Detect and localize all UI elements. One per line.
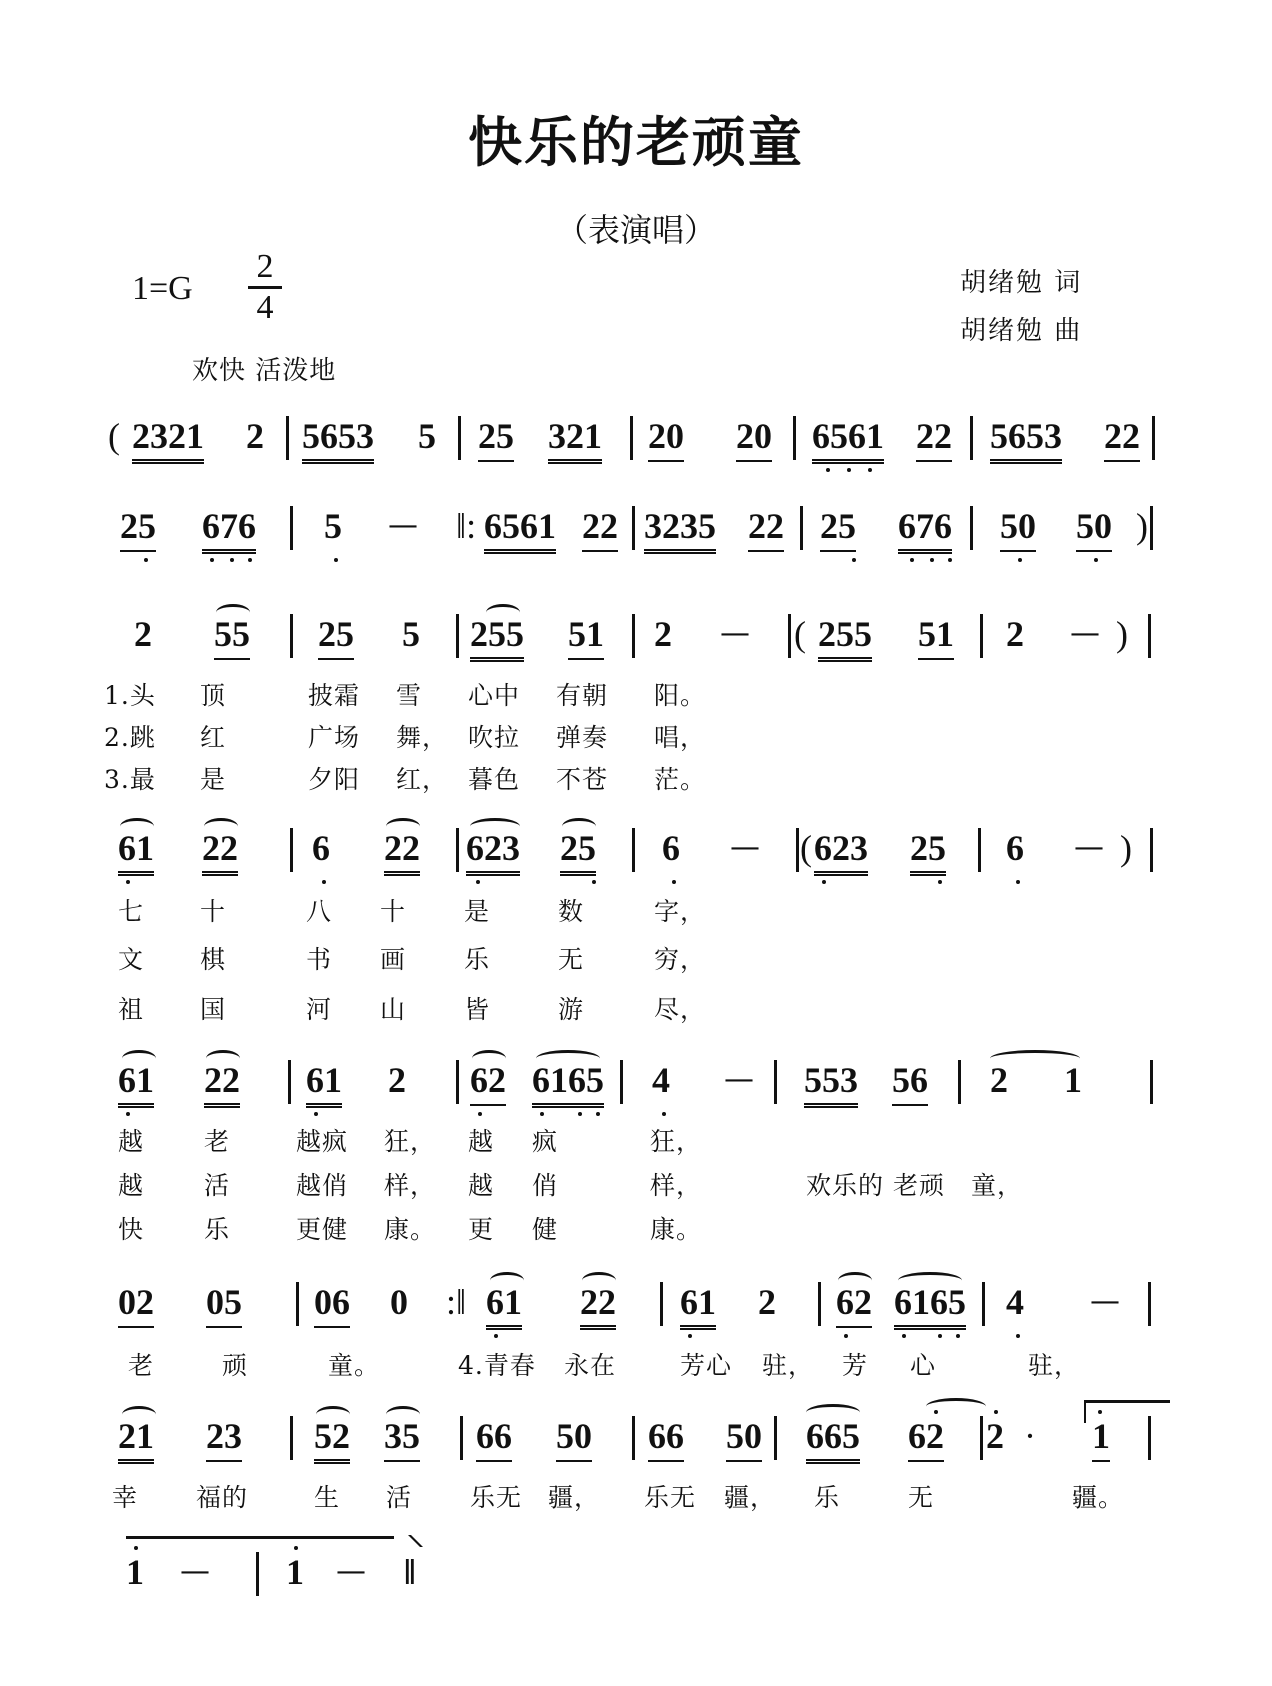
lyric: 疆。: [1072, 1483, 1125, 1512]
low-octave-dot: [826, 468, 830, 472]
lyric: 字，: [654, 897, 707, 926]
repeat-end: :‖: [446, 1282, 467, 1322]
low-octave-dot: [1016, 880, 1020, 884]
lyric: 红，: [396, 765, 449, 794]
note-group: 22: [582, 504, 618, 552]
note-group: 61: [486, 1280, 522, 1330]
note-group: 61: [118, 826, 154, 876]
note-group: 50: [1000, 504, 1036, 552]
low-octave-dot: [230, 558, 234, 562]
barline: [290, 1416, 293, 1460]
note-group: 676: [898, 504, 952, 554]
low-octave-dot: [248, 558, 252, 562]
note-group: 25: [910, 826, 946, 876]
lyric: 样，: [650, 1171, 703, 1200]
barline: [982, 1282, 985, 1326]
lyric: 生: [314, 1483, 341, 1512]
lyric: 欢乐的 老顽 童，: [806, 1171, 1023, 1200]
note: 2: [134, 614, 152, 654]
low-octave-dot: [902, 1334, 906, 1338]
lyric: 无: [558, 945, 585, 974]
low-octave-dot: [314, 1112, 318, 1116]
lyric: 驻，: [762, 1351, 815, 1380]
barline: [632, 828, 635, 872]
note-group: 22: [580, 1280, 616, 1330]
bracket-open: (: [800, 828, 812, 868]
note-group: 50: [726, 1414, 762, 1462]
barline: [460, 1416, 463, 1460]
lyric: 4.青春: [458, 1351, 536, 1380]
key-signature: 1=G: [132, 270, 193, 307]
note-group: 22: [384, 826, 420, 876]
note-group: 66: [648, 1414, 684, 1462]
lyric: 驻，: [1028, 1351, 1081, 1380]
bracket-close: ): [1116, 614, 1128, 654]
lyric: 书: [306, 945, 333, 974]
lyric: 样，: [384, 1171, 437, 1200]
system-3: [0, 612, 1272, 672]
note: 2: [388, 1060, 406, 1100]
lyric: 疆，: [548, 1483, 601, 1512]
barline: [632, 1416, 635, 1460]
lyric: 雪: [396, 681, 423, 710]
barline: [1148, 1282, 1151, 1326]
low-octave-dot: [852, 558, 856, 562]
lyric: 活: [204, 1171, 231, 1200]
note: 2: [990, 1060, 1008, 1100]
lyric: 七: [118, 897, 145, 926]
lyric: 快: [118, 1215, 145, 1244]
note-group: 665: [806, 1414, 860, 1464]
low-octave-dot: [540, 1112, 544, 1116]
barline: [800, 506, 803, 550]
system-4: [0, 826, 1272, 886]
low-octave-dot: [322, 880, 326, 884]
low-octave-dot: [868, 468, 872, 472]
note-group: 22: [1104, 414, 1140, 462]
note-group: 623: [466, 826, 520, 876]
note-group: 255: [818, 612, 872, 662]
lyric: 披霜: [308, 681, 361, 710]
lyric: 越: [468, 1127, 495, 1156]
note-group: 553: [804, 1058, 858, 1108]
time-signature: [248, 250, 282, 325]
note-group: 623: [814, 826, 868, 876]
bracket-open: (: [794, 614, 806, 654]
barline: [256, 1552, 259, 1596]
note: 5: [418, 416, 436, 456]
note-group: 22: [202, 826, 238, 876]
barline: [970, 416, 973, 460]
lyric: 河: [306, 995, 333, 1024]
high-octave-dot: [1098, 1410, 1102, 1414]
lyricist-credit: 胡绪勉 词: [960, 268, 1083, 298]
lyric: 康。: [384, 1215, 437, 1244]
final-barline: ‖: [404, 1552, 416, 1592]
barline: [1150, 1060, 1153, 1104]
low-octave-dot: [1018, 558, 1022, 562]
low-octave-dot: [126, 1112, 130, 1116]
low-octave-dot: [672, 880, 676, 884]
note: 5: [402, 614, 420, 654]
lyric: 八: [306, 897, 333, 926]
lyric: 更: [468, 1215, 495, 1244]
note-group: 06: [314, 1280, 350, 1328]
high-octave-dot: [994, 1410, 998, 1414]
barline: [980, 614, 983, 658]
bracket-close: ): [1136, 506, 1148, 546]
note-group: 05: [206, 1280, 242, 1328]
high-octave-dot: [934, 1410, 938, 1414]
note-group: 21: [118, 1414, 154, 1464]
note-group: 62: [836, 1280, 872, 1328]
lyric: 健: [532, 1215, 559, 1244]
note-group: 5653: [990, 414, 1062, 464]
lyric: 山: [380, 995, 407, 1024]
lyric: 乐无: [644, 1483, 697, 1512]
note: 5: [324, 506, 342, 546]
note-group: 50: [556, 1414, 592, 1462]
note-group: 676: [202, 504, 256, 554]
lyric: 顶: [200, 681, 227, 710]
barline: [818, 1282, 821, 1326]
note-group: 25: [478, 414, 514, 462]
lyric: 顽: [222, 1351, 249, 1380]
barline: [456, 828, 459, 872]
lyric: 2.跳: [104, 723, 156, 752]
note-group: 25: [820, 504, 856, 552]
note: 6: [312, 828, 330, 868]
note-group: 51: [568, 612, 604, 660]
low-octave-dot: [948, 558, 952, 562]
lyric: 红: [200, 723, 227, 752]
note-group: 321: [548, 414, 602, 464]
sustain-dash: —: [720, 616, 750, 651]
note: 2: [758, 1282, 776, 1322]
note: 4: [1006, 1282, 1024, 1322]
note-group: 22: [748, 504, 784, 552]
low-octave-dot: [210, 558, 214, 562]
sustain-dash: —: [180, 1554, 210, 1589]
augmentation-dot: ·: [1024, 1416, 1036, 1456]
sustain-dash: —: [724, 1062, 754, 1097]
note: 2: [654, 614, 672, 654]
barline: [1150, 828, 1153, 872]
barline: [632, 506, 635, 550]
barline: [458, 416, 461, 460]
lyric: 无: [908, 1483, 935, 1512]
lyric: 乐: [204, 1215, 231, 1244]
note: 2: [1006, 614, 1024, 654]
note-group: 25: [318, 612, 354, 660]
lyric: 唱，: [654, 723, 707, 752]
lyric: 更健: [296, 1215, 349, 1244]
lyric: 康。: [650, 1215, 703, 1244]
lyric: 老: [128, 1351, 155, 1380]
lyric: 童。: [328, 1351, 381, 1380]
sustain-dash: —: [730, 830, 760, 865]
note: 2: [986, 1416, 1004, 1456]
tempo-marking: 欢快 活泼地: [192, 356, 337, 386]
note-group: 2321: [132, 414, 204, 464]
barline: [288, 1060, 291, 1104]
lyric: 夕阳: [308, 765, 361, 794]
lyric: 3.最: [104, 765, 156, 794]
barline: [290, 506, 293, 550]
note-group: 20: [648, 414, 684, 462]
ending-bracket: [126, 1536, 394, 1539]
high-octave-dot: [134, 1546, 138, 1550]
lyric: 不苍: [556, 765, 609, 794]
lyric: 是: [464, 897, 491, 926]
low-octave-dot: [578, 1112, 582, 1116]
note-group: 56: [892, 1058, 928, 1106]
lyric: 皆: [464, 995, 491, 1024]
note-group: 62: [470, 1058, 506, 1106]
lyric: 是: [200, 765, 227, 794]
lyric: 活: [386, 1483, 413, 1512]
note-group: 22: [916, 414, 952, 462]
barline: [793, 416, 796, 460]
note: 4: [652, 1060, 670, 1100]
note-group: 23: [206, 1414, 242, 1462]
lyric: 尽，: [654, 995, 707, 1024]
barline: [980, 1416, 983, 1460]
lyric: 有朝: [556, 681, 609, 710]
sustain-dash: —: [388, 508, 418, 543]
lyric: 疆，: [724, 1483, 777, 1512]
time-signature-top: 2: [256, 248, 274, 285]
low-octave-dot: [592, 880, 596, 884]
lyric: 越: [118, 1171, 145, 1200]
low-octave-dot: [822, 880, 826, 884]
lyric: 幸: [112, 1483, 139, 1512]
lyric: 文: [118, 945, 145, 974]
note-group: 5653: [302, 414, 374, 464]
barline: [958, 1060, 961, 1104]
low-octave-dot: [144, 558, 148, 562]
note: 1: [1092, 1414, 1110, 1462]
low-octave-dot: [494, 1334, 498, 1338]
lyric: 十: [200, 897, 227, 926]
high-octave-dot: [294, 1546, 298, 1550]
system-2: [0, 504, 1272, 564]
note-group: 3235: [644, 504, 716, 554]
low-octave-dot: [596, 1112, 600, 1116]
lyric: 画: [380, 945, 407, 974]
lyric: 老: [204, 1127, 231, 1156]
barline: [1152, 416, 1155, 460]
barline: [456, 1060, 459, 1104]
lyric: 越俏: [296, 1171, 349, 1200]
song-title: 快乐的老顽童: [468, 111, 804, 174]
system-1: [0, 414, 1272, 474]
low-octave-dot: [688, 1334, 692, 1338]
barline: [456, 614, 459, 658]
note: 2: [246, 416, 264, 456]
note-group: 6165: [532, 1058, 604, 1108]
note-group: 6561: [484, 504, 556, 554]
barline: [290, 614, 293, 658]
lyric: 暮色: [468, 765, 521, 794]
note-group: 51: [918, 612, 954, 660]
lyric: 祖: [118, 995, 145, 1024]
note-group: 62: [908, 1414, 944, 1462]
sustain-dash: —: [1070, 616, 1100, 651]
low-octave-dot: [938, 880, 942, 884]
lyric: 芳心: [680, 1351, 733, 1380]
barline: [1148, 1416, 1151, 1460]
note-group: 61: [306, 1058, 342, 1108]
lyric: 狂，: [384, 1127, 437, 1156]
system-8: [0, 1550, 1272, 1610]
low-octave-dot: [938, 1334, 942, 1338]
low-octave-dot: [334, 558, 338, 562]
note-group: 6165: [894, 1280, 966, 1330]
lyric: 舞，: [396, 723, 449, 752]
note-group: 61: [680, 1280, 716, 1330]
note-group: 25: [560, 826, 596, 876]
low-octave-dot: [476, 880, 480, 884]
bracket-open: (: [108, 416, 120, 456]
ending-bracket-hook: [394, 1535, 423, 1547]
lyric: 阳。: [654, 681, 707, 710]
barline: [620, 1060, 623, 1104]
note-group: 61: [118, 1058, 154, 1108]
low-octave-dot: [930, 558, 934, 562]
barline: [1150, 506, 1153, 550]
sustain-dash: —: [1090, 1284, 1120, 1319]
note-group: 6561: [812, 414, 884, 464]
lyric: 狂，: [650, 1127, 703, 1156]
lyric: 吹拉: [468, 723, 521, 752]
barline: [296, 1282, 299, 1326]
barline: [660, 1282, 663, 1326]
note-group: 02: [118, 1280, 154, 1328]
note-group: 66: [476, 1414, 512, 1462]
lyric: 棋: [200, 945, 227, 974]
note-group: 50: [1076, 504, 1112, 552]
lyric: 疯: [532, 1127, 559, 1156]
time-signature-bottom: 4: [256, 289, 274, 326]
lyric: 越疯: [296, 1127, 349, 1156]
note: 0: [390, 1282, 408, 1322]
sustain-dash: —: [1074, 830, 1104, 865]
lyric: 乐: [464, 945, 491, 974]
barline: [788, 614, 791, 658]
barline: [632, 614, 635, 658]
low-octave-dot: [478, 1112, 482, 1116]
note-group: 35: [384, 1414, 420, 1462]
barline: [1148, 614, 1151, 658]
note-group: 20: [736, 414, 772, 462]
lyric: 乐: [814, 1483, 841, 1512]
low-octave-dot: [847, 468, 851, 472]
lyric: 游: [558, 995, 585, 1024]
note-group: 22: [204, 1058, 240, 1108]
lyric: 穷，: [654, 945, 707, 974]
lyric: 弹奏: [556, 723, 609, 752]
lyric: 1.头: [104, 681, 156, 710]
note: 1: [286, 1552, 304, 1592]
barline: [774, 1060, 777, 1104]
low-octave-dot: [1094, 558, 1098, 562]
barline: [630, 416, 633, 460]
composer-credit: 胡绪勉 曲: [960, 316, 1083, 346]
lyric: 国: [200, 995, 227, 1024]
note-group: 55: [214, 612, 250, 660]
lyric: 越: [468, 1171, 495, 1200]
barline: [978, 828, 981, 872]
lyric: 茫。: [654, 765, 707, 794]
note-group: 52: [314, 1414, 350, 1464]
low-octave-dot: [956, 1334, 960, 1338]
note: 6: [662, 828, 680, 868]
low-octave-dot: [844, 1334, 848, 1338]
lyric: 心中: [468, 681, 521, 710]
lyric: 乐无: [470, 1483, 523, 1512]
lyric: 俏: [532, 1171, 559, 1200]
lyric: 福的: [196, 1483, 249, 1512]
bracket-close: ): [1120, 828, 1132, 868]
barline: [290, 828, 293, 872]
sustain-dash: —: [336, 1554, 366, 1589]
lyric: 芳: [842, 1351, 869, 1380]
lyric: 越: [118, 1127, 145, 1156]
system-6: [0, 1280, 1272, 1340]
lyric: 心: [910, 1351, 937, 1380]
lyric: 广场: [308, 723, 361, 752]
note-group: 255: [470, 612, 524, 662]
lyric: 永在: [564, 1351, 617, 1380]
note-group: 25: [120, 504, 156, 552]
repeat-start: ‖:: [456, 506, 477, 546]
lyric: 数: [558, 897, 585, 926]
barline: [774, 1416, 777, 1460]
system-7: [0, 1414, 1272, 1474]
low-octave-dot: [910, 558, 914, 562]
lyric: 十: [380, 897, 407, 926]
barline: [286, 416, 289, 460]
song-subtitle: （表演唱）: [555, 211, 716, 249]
low-octave-dot: [126, 880, 130, 884]
note: 1: [1064, 1060, 1082, 1100]
barline: [970, 506, 973, 550]
low-octave-dot: [1016, 1334, 1020, 1338]
barline: [796, 828, 799, 872]
system-5: [0, 1058, 1272, 1118]
low-octave-dot: [662, 1112, 666, 1116]
note: 1: [126, 1552, 144, 1592]
note: 6: [1006, 828, 1024, 868]
